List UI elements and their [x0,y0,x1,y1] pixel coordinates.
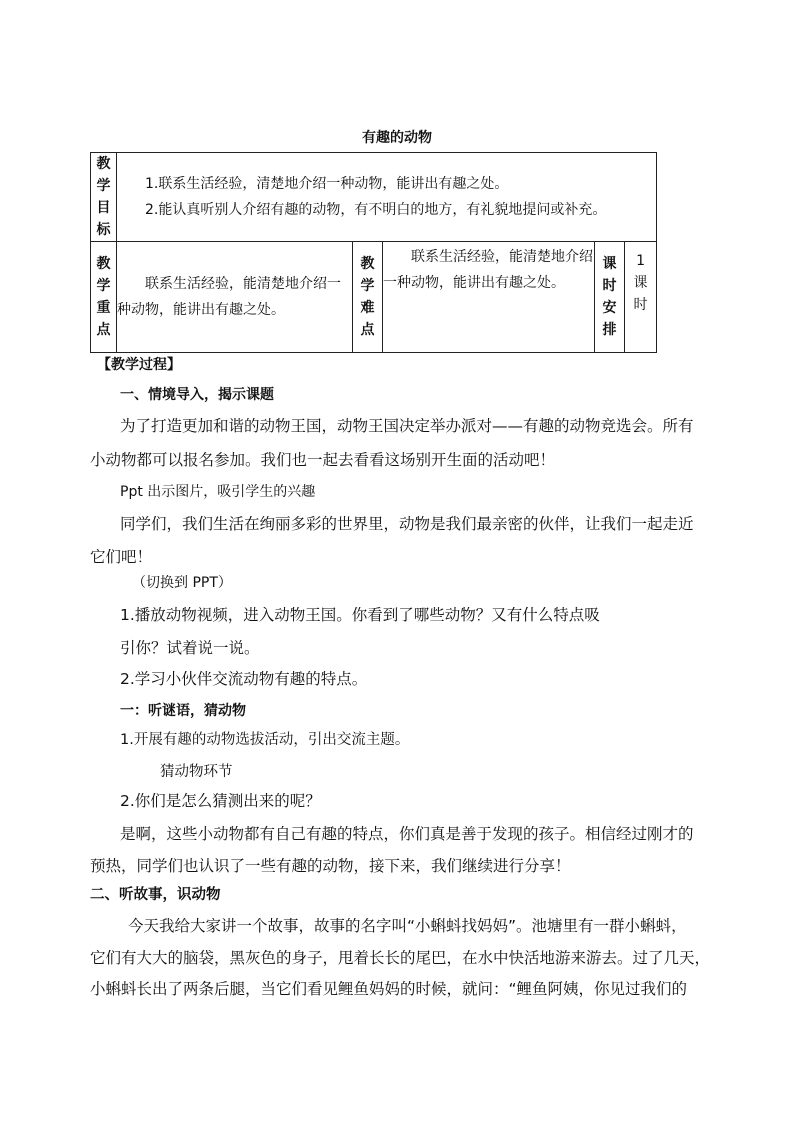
paragraph-line: Ppt 出示图片，吸引学生的兴趣 [120,484,316,500]
process-heading: 【教学过程】 [97,357,181,373]
lesson-info-table [90,152,657,353]
paragraph-line: 小蝌蚪长出了两条后腿，当它们看见鲤鱼妈妈的时候，就问：“鲤鱼阿姨，你见过我们的 [90,980,688,998]
paragraph-line: 2.你们是怎么猜测出来的呢？ [120,792,321,810]
paragraph-line: 它们吧！ [90,548,153,566]
section-heading: 一、情境导入，揭示课题 [120,387,274,403]
paragraph-line: 同学们，我们生活在绚丽多彩的世界里，动物是我们最亲密的伙伴，让我们一起走近 [120,515,694,533]
section-heading: 二、听故事，识动物 [90,887,221,903]
paragraph-line: 它们有大大的脑袋，黑灰色的身子，甩着长长的尾巴，在水中快活地游来游去。过了几天， [90,949,711,967]
paragraph-line: 小动物都可以报名参加。我们也一起去看看这场别开生面的活动吧！ [90,451,556,469]
key-point-cell: 联系生活经验，能清楚地介绍一种动物，能讲出有趣之处。 [117,242,353,353]
difficulty-header-cell: 教 学 难 点 [353,242,383,353]
difficulty-cell: 联系生活经验，能清楚地介绍一种动物，能讲出有趣之处。 [383,242,595,353]
goal-item-1: 1.联系生活经验，清楚地介绍一种动物，能讲出有趣之处。 [145,176,509,192]
paragraph-line: 猜动物环节 [160,764,233,780]
goal-header-cell: 教 学 目 标 [91,153,117,242]
key-point-header-cell: 教 学 重 点 [91,242,117,353]
section-heading: 一：听谜语，猜动物 [120,703,246,719]
paragraph-line: 预热，同学们也认识了一些有趣的动物，接下来，我们继续进行分享！ [90,857,571,875]
paragraph-line: 1.开展有趣的动物选拔活动，引出交流主题。 [120,732,410,748]
goal-cell [117,153,657,242]
goal-item-2: 2.能认真听别人介绍有趣的动物，有不明白的地方，有礼貌地提问或补充。 [145,202,607,218]
paragraph-line: 为了打造更加和谐的动物王国，动物王国决定举办派对——有趣的动物竞选会。所有 [120,417,694,435]
paragraph-line: 1.播放动物视频，进入动物王国。你看到了哪些动物？又有什么特点吸 [120,606,600,624]
paragraph-line: 是啊，这些小动物都有自己有趣的特点，你们真是善于发现的孩子。相信经过刚才的 [120,825,694,843]
schedule-header-cell: 课 时 安 排 [595,242,625,353]
paragraph-line: 2.学习小伙伴交流动物有趣的特点。 [120,670,368,688]
paragraph-line: 引你？试着说一说。 [120,639,260,657]
schedule-value-cell: 1 课 时 [625,242,657,353]
paragraph-line: 今天我给大家讲一个故事，故事的名字叫“小蝌蚪找妈妈”。池塘里有一群小蝌蚪， [128,917,687,935]
paragraph-line: （切换到 PPT） [132,575,232,591]
page-title: 有趣的动物 [362,130,432,146]
